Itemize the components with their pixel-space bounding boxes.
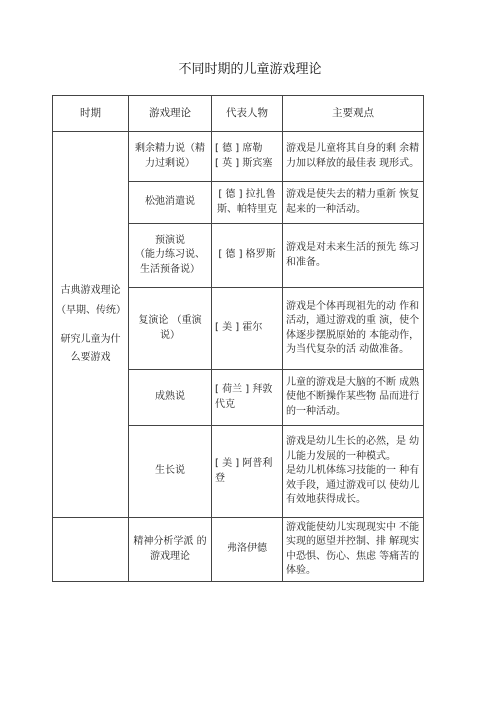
theory-cell: 成熟说 — [129, 370, 212, 426]
view-cell: 游戏是个体再现祖先的动 作和活动，通过游戏的重 演，使个体逐步摆脱原始的 本能动作，为当代复杂的活 动做准备。 — [283, 288, 424, 370]
view-cell: 游戏能使幼儿实现现实中 不能实现的愿望并控制、排 解现实中恐惧、伤心、焦虑 等痛苦的体验。 — [283, 518, 424, 582]
header-period: 时期 — [53, 96, 129, 132]
period-cell — [53, 132, 129, 518]
theory-cell — [129, 224, 212, 288]
theory-cell: 剩余精力说（精力过剩说） — [129, 132, 212, 182]
person-line: [ 英 ] 斯宾塞 — [215, 157, 273, 169]
theory-cell: 松弛消遣说 — [129, 182, 212, 224]
person-cell: 弗洛伊德 — [212, 518, 283, 582]
theory-cell: 精神分析学派 的游戏理论 — [129, 518, 212, 582]
header-person: 代表人物 — [212, 96, 283, 132]
view-cell: 儿童的游戏是大脑的不断 成熟使他不断操作某些物 品而进行的一种活动。 — [283, 370, 424, 426]
view-line: 游戏是幼儿生长的必然，是 幼儿能力发展的一种模式。 — [286, 436, 420, 462]
view-cell: 游戏是儿童将其自身的剩 余精力加以释放的最佳表 现形式。 — [283, 132, 424, 182]
table-row — [53, 518, 424, 582]
view-cell: 游戏是对未来生活的预先 练习和准备。 — [283, 224, 424, 288]
view-line: 是幼儿机体练习技能的一 种有效手段，通过游戏可以 使幼儿有效地获得成长。 — [286, 465, 420, 506]
table-row — [53, 132, 424, 182]
theory-cell: 生长说 — [129, 426, 212, 518]
period-name: 古典游戏理论 — [60, 284, 121, 296]
page-title: 不同时期的儿童游戏理论 — [178, 62, 322, 77]
period-purpose-line2: 么要游戏 — [70, 352, 111, 363]
table-header-row — [53, 96, 424, 132]
theory-line: （能力练习说、生活预备说） — [135, 249, 205, 275]
header-theory: 游戏理论 — [129, 96, 212, 132]
period-cell-empty — [53, 518, 129, 582]
view-cell — [283, 426, 424, 518]
theory-table — [52, 95, 424, 582]
period-purpose-line1: 研究儿童为什 — [60, 333, 121, 345]
period-sub: （早期、传统） — [56, 305, 126, 316]
theory-line: 预演说 — [155, 234, 185, 246]
person-cell — [212, 132, 283, 182]
person-cell: [ 美 ] 阿普利登 — [212, 426, 283, 518]
header-view: 主要观点 — [283, 96, 424, 132]
theory-cell: 复演论 （重演说） — [129, 288, 212, 370]
person-cell: [ 美 ] 霍尔 — [212, 288, 283, 370]
person-cell: [ 德 ] 拉扎鲁斯、帕特里克 — [212, 182, 283, 224]
person-cell: [ 荷兰 ] 拜敦代克 — [212, 370, 283, 426]
person-line: [ 德 ] 席勒 — [215, 143, 263, 154]
person-cell: [ 德 ] 格罗斯 — [212, 224, 283, 288]
view-cell: 游戏是使失去的精力重新 恢复起来的一种活动。 — [283, 182, 424, 224]
